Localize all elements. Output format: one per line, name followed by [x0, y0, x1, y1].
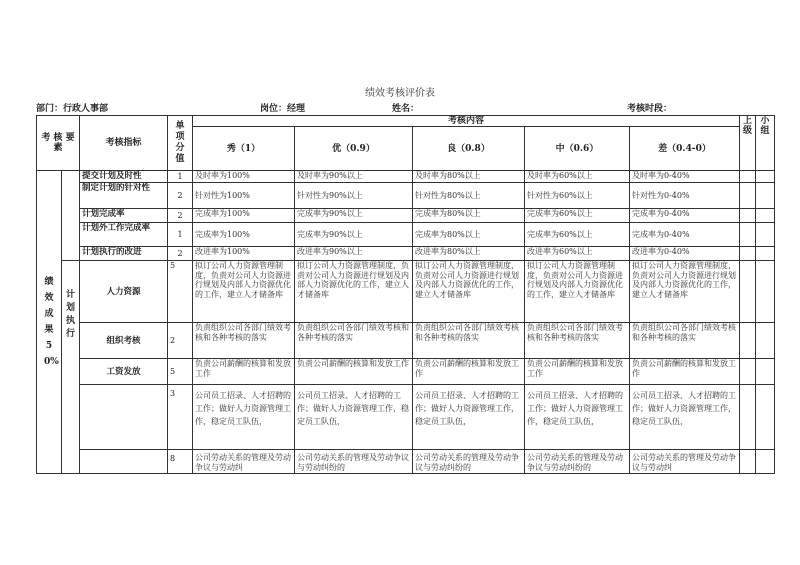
grade-cell: 完成率为0-40% — [630, 223, 740, 247]
row-weight: 2 — [168, 209, 193, 223]
row-indicator: 提交计划及时性 — [80, 171, 168, 183]
score-cell[interactable] — [740, 247, 756, 261]
period-label: 考核时段： — [627, 104, 673, 114]
score-cell[interactable] — [740, 323, 756, 359]
grade-cell: 完成率为0-40% — [630, 209, 740, 223]
grade-cell: 负责公司薪酬的核算和发放工作 — [413, 359, 525, 385]
grade-cell: 针对性为90%以上 — [295, 183, 413, 209]
header-grade-good: 优（0.9） — [295, 127, 413, 171]
score-cell[interactable] — [740, 223, 756, 247]
position-label: 岗位：经理 — [260, 104, 306, 114]
grade-cell: 完成率为80%以上 — [413, 209, 525, 223]
score-cell[interactable] — [756, 359, 775, 385]
grade-cell: 完成率为100% — [193, 223, 295, 247]
grade-cell: 负责公司薪酬的核算和发放工作 — [295, 359, 413, 385]
row-indicator: 工资发放 — [80, 359, 168, 385]
grade-cell: 负责组织公司各部门绩效考核和各种考核的落实 — [413, 323, 525, 359]
score-cell[interactable] — [740, 171, 756, 183]
grade-cell: 针对性为0-40% — [630, 183, 740, 209]
grade-cell: 拟订公司人力资源管理制度，负责对公司人力资源进行规划及内部人力资源优化的工作，建立人才储备库 — [413, 261, 525, 323]
grade-cell: 完成率为100% — [193, 209, 295, 223]
grade-cell: 改进率为60%以上 — [525, 247, 630, 261]
header-grade-poor: 差（0.4-0） — [630, 127, 740, 171]
grade-cell: 公司员工招录、人才招聘的工作；做好人力资源管理工作，稳定员工队伍， — [193, 385, 295, 450]
grade-cell: 针对性为80%以上 — [413, 183, 525, 209]
row-weight: 5 — [168, 261, 193, 323]
grade-cell: 针对性为60%以上 — [525, 183, 630, 209]
grade-cell: 公司员工招录、人才招聘的工作；做好人力资源管理工作，稳定员工队伍， — [525, 385, 630, 450]
grade-cell: 完成率为90%以上 — [295, 223, 413, 247]
header-superior: 上级 — [740, 116, 756, 171]
grade-cell: 负责组织公司各部门绩效考核和各种考核的落实 — [525, 323, 630, 359]
row-weight: 2 — [168, 183, 193, 209]
subsection-plan-label: 计划执行 — [62, 261, 80, 474]
score-cell[interactable] — [740, 209, 756, 223]
grade-cell: 负责组织公司各部门绩效考核和各种考核的落实 — [193, 323, 295, 359]
score-cell[interactable] — [756, 323, 775, 359]
grade-cell: 完成率为60%以上 — [525, 209, 630, 223]
grade-cell: 负责组织公司各部门绩效考核和各种考核的落实 — [295, 323, 413, 359]
row-indicator: 组织考核 — [80, 323, 168, 359]
score-cell[interactable] — [740, 261, 756, 323]
grade-cell: 负责公司薪酬的核算和发放工作 — [525, 359, 630, 385]
grade-cell: 拟订公司人力资源管理制度，负责对公司人力资源进行规划及内部人力资源优化的工作，建立人才储备库 — [295, 261, 413, 323]
page-title: 绩效考核评价表 — [365, 88, 435, 99]
grade-cell: 负责组织公司各部门绩效考核和各种考核的落实 — [630, 323, 740, 359]
row-weight: 5 — [168, 359, 193, 385]
score-cell[interactable] — [756, 261, 775, 323]
grade-cell: 公司劳动关系的管理及劳动争议与劳动纠纷的 — [525, 450, 630, 474]
grade-cell: 公司员工招录、人才招聘的工作；做好人力资源管理工作，稳定员工队伍， — [630, 385, 740, 450]
score-cell[interactable] — [740, 359, 756, 385]
score-cell[interactable] — [756, 171, 775, 183]
score-cell[interactable] — [740, 450, 756, 474]
grade-cell: 拟订公司人力资源管理制度，负责对公司人力资源进行规划及内部人力资源优化的工作，建立人才储备库 — [630, 261, 740, 323]
header-content: 考核内容 — [193, 116, 740, 127]
row-indicator: 人力资源 — [80, 261, 168, 323]
grade-cell: 及时率为0-40% — [630, 171, 740, 183]
row-indicator: 计划完成率 — [80, 209, 168, 223]
grade-cell: 及时率为90%以上 — [295, 171, 413, 183]
section-performance-label: 绩效成果 50% — [37, 171, 62, 474]
name-label: 姓名： — [392, 104, 420, 114]
grade-cell: 完成率为90%以上 — [295, 209, 413, 223]
header-weight: 单项分值 — [168, 116, 193, 171]
score-cell[interactable] — [756, 385, 775, 450]
score-cell[interactable] — [756, 183, 775, 209]
grade-cell: 公司劳动关系的管理及劳动争议与劳动纠 — [193, 450, 295, 474]
score-cell[interactable] — [756, 450, 775, 474]
grade-cell: 拟订公司人力资源管理制度，负责对公司人力资源进行规划及内部人力资源优化的工作，建立人才储备库 — [193, 261, 295, 323]
grade-cell: 公司员工招录、人才招聘的工作；做好人力资源管理工作，稳定员工队伍， — [413, 385, 525, 450]
grade-cell: 改进率为90%以上 — [295, 247, 413, 261]
header-grade-fair: 良（0.8） — [413, 127, 525, 171]
grade-cell: 改进率为80%以上 — [413, 247, 525, 261]
evaluation-table — [36, 115, 775, 474]
empty-subsection-cell — [62, 171, 80, 261]
score-cell[interactable] — [756, 209, 775, 223]
grade-cell: 拟订公司人力资源管理制度，负责对公司人力资源进行规划及内部人力资源优化的工作，建立人才储备库 — [525, 261, 630, 323]
row-weight: 3 — [168, 385, 193, 450]
grade-cell: 改进率为0-40% — [630, 247, 740, 261]
grade-cell: 公司员工招录、人才招聘的工作；做好人力资源管理工作，稳定员工队伍， — [295, 385, 413, 450]
grade-cell: 完成率为80%以上 — [413, 223, 525, 247]
row-indicator — [80, 385, 168, 450]
row-indicator: 制定计划的针对性 — [80, 183, 168, 209]
grade-cell: 负责公司薪酬的核算和发放工作 — [193, 359, 295, 385]
row-weight: 1 — [168, 223, 193, 247]
grade-cell: 公司劳动关系的管理及劳动争议与劳动纠 — [630, 450, 740, 474]
row-weight: 8 — [168, 450, 193, 474]
score-cell[interactable] — [740, 385, 756, 450]
row-indicator: 计划外工作完成率 — [80, 223, 168, 247]
score-cell[interactable] — [740, 183, 756, 209]
score-cell[interactable] — [756, 223, 775, 247]
grade-cell: 改进率为100% — [193, 247, 295, 261]
grade-cell: 针对性为100% — [193, 183, 295, 209]
row-weight: 1 — [168, 171, 193, 183]
header-indicator: 考核指标 — [80, 116, 168, 171]
header-element: 考 核 要 素 — [37, 116, 80, 171]
grade-cell: 及时率为60%以上 — [525, 171, 630, 183]
row-weight: 2 — [168, 323, 193, 359]
grade-cell: 及时率为80%以上 — [413, 171, 525, 183]
score-cell[interactable] — [756, 247, 775, 261]
row-weight: 2 — [168, 247, 193, 261]
header-grade-excellent: 秀（1） — [193, 127, 295, 171]
grade-cell: 完成率为60%以上 — [525, 223, 630, 247]
grade-cell: 公司劳动关系的管理及劳动争议与劳动纠纷的 — [295, 450, 413, 474]
grade-cell: 公司劳动关系的管理及劳动争议与劳动纠纷的 — [413, 450, 525, 474]
grade-cell: 及时率为100% — [193, 171, 295, 183]
header-group: 小组 — [756, 116, 775, 171]
department-label: 部门：行政人事部 — [36, 104, 109, 114]
row-indicator — [80, 450, 168, 474]
grade-cell: 负责公司薪酬的核算和发放工作 — [630, 359, 740, 385]
row-indicator: 计划执行的改进 — [80, 247, 168, 261]
header-grade-medium: 中（0.6） — [525, 127, 630, 171]
